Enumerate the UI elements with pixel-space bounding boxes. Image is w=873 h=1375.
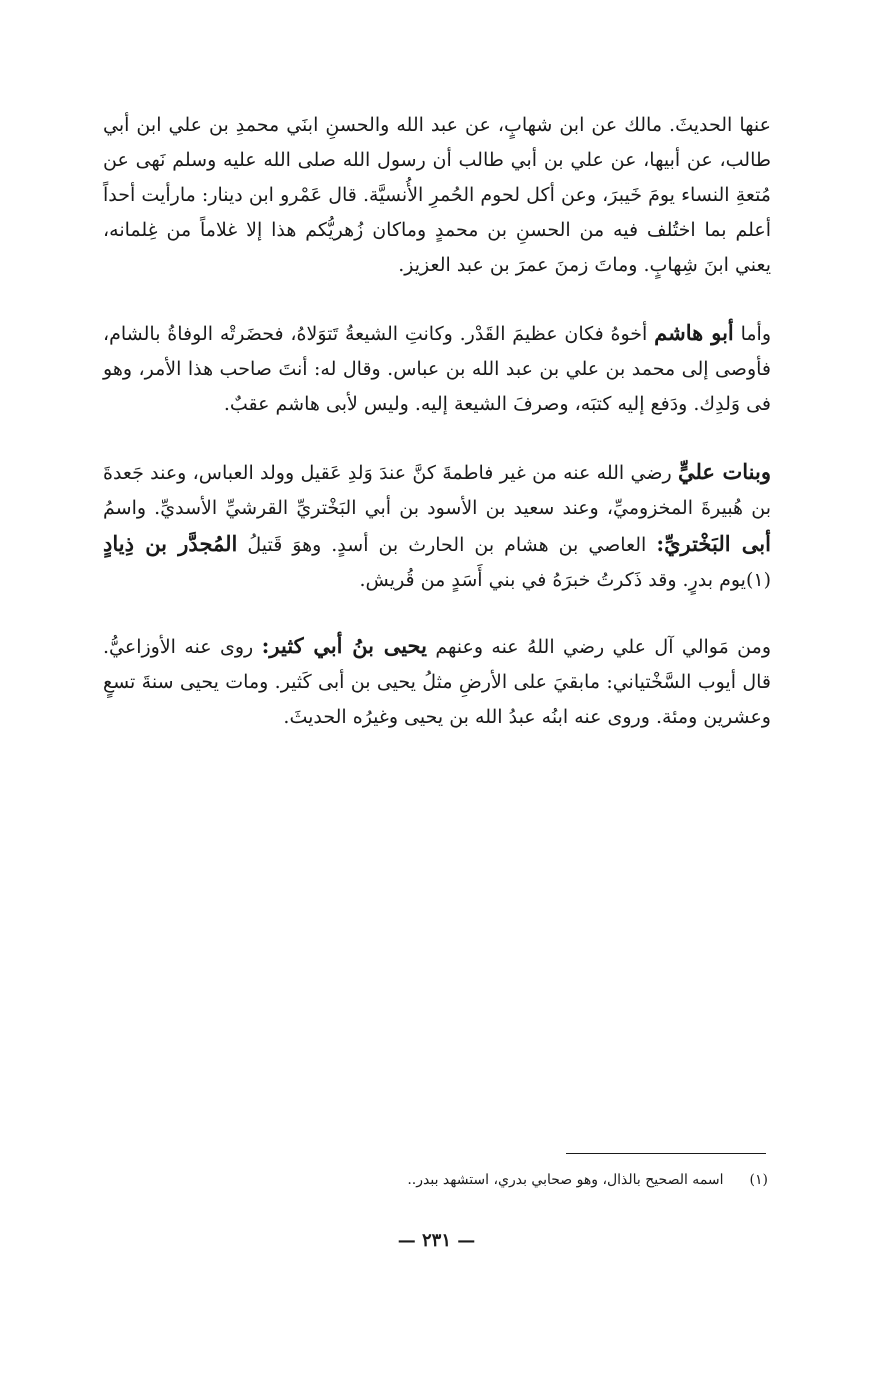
footnote [208, 1167, 768, 1193]
main-text [103, 108, 771, 763]
paragraph-4-text-1: ومن مَوالي آل علي رضي اللهُ عنه وعنهم [435, 636, 771, 658]
name-al-mujaddar: المُجدَّر بن ذِيادٍ [103, 531, 238, 556]
footnote-number: (١) [749, 1172, 768, 1188]
paragraph-2-lead: وأما [740, 323, 772, 345]
paragraph-4 [103, 628, 771, 735]
paragraph-2 [103, 315, 771, 422]
heading-banat-ali: وبنات عليٍّ [677, 459, 772, 484]
name-yahya-ibn-abi-kathir: يحيى بنُ أبي كثير: [261, 633, 427, 658]
paragraph-4-text-2: روى عنه الأوزاعيُّ. قال أيوب السَّخْتياني: مابقيَ على الأرضِ مثلُ يحيى بن أبى كَثير. ومات يحيى سنةَ تسعٍ وعشرين ومئة. وروى عنه ابنُه عبدُ الله بن يحيى وغيرُه الحديثَ. [103, 636, 771, 728]
paragraph-3 [103, 454, 771, 598]
name-abu-hashim: أبو هاشم [654, 320, 734, 345]
name-abi-al-bakhtari: أبى البَخْتريِّ: [656, 531, 771, 556]
footnote-divider [566, 1153, 766, 1154]
paragraph-1-text: عنها الحديثَ. مالك عن ابن شهابٍ، عن عبد الله والحسنِ ابنَي محمدِ بن علي ابن أبي طالب، عن أبيها، عن علي بن أبي طالب أن رسول الله صلى الله عليه وسلم نَهى عن مُتعةِ النساء يومَ خَيبرَ، وعن أكل لحوم الحُمرِ الأُنسيَّة. قال عَمْرو ابن دينار: مارأيت أحداً أعلم بما اختُلف فيه من الحسنِ بن محمدٍ وماكان زُهريُّكم هذا إلا غلاماً من غِلمانه، يعني ابنَ شِهابٍ. وماتَ زمنَ عمرَ بن عبد العزيز. [103, 114, 771, 276]
paragraph-3-text-2: العاصي بن هشام بن الحارث بن أسدٍ. وهوَ قَتيلُ [247, 534, 647, 556]
paragraph-1 [103, 108, 771, 283]
footnote-text: اسمه الصحيح بالذال، وهو صحابي بدري، استشهد ببدر.. [407, 1172, 724, 1188]
paragraph-2-text: أخوهُ فكان عظيمَ القَدْر. وكانتِ الشيعةُ تَتوَلاهُ، فحضَرتْه الوفاةُ بالشام، فأوصى إلى محمد بن علي بن عبد الله بن عباس. وقال له: أنتَ صاحب هذا الأمر، وهو فى وَلدِك. ودَفع إليه كتبَه، وصرفَ الشيعة إليه. وليس لأبى هاشم عقبٌ. [103, 323, 771, 415]
page-number: — ٢٣١ — [397, 1230, 476, 1251]
paragraph-3-text-1: رضي الله عنه من غير فاطمةَ كنَّ عندَ وَلدِ عَقيل وولد العباس، وعند جَعدةَ بن هُبيرةَ المخزوميِّ، وعند سعيد بن الأسود بن أبي البَخْتريِّ القرشيِّ الأسديِّ. واسمُ [103, 462, 771, 519]
paragraph-3-text-3: (١)يوم بدرٍ. وقد ذَكرتُ خبرَهُ في بني أَسَدٍ من قُريش. [359, 569, 771, 591]
